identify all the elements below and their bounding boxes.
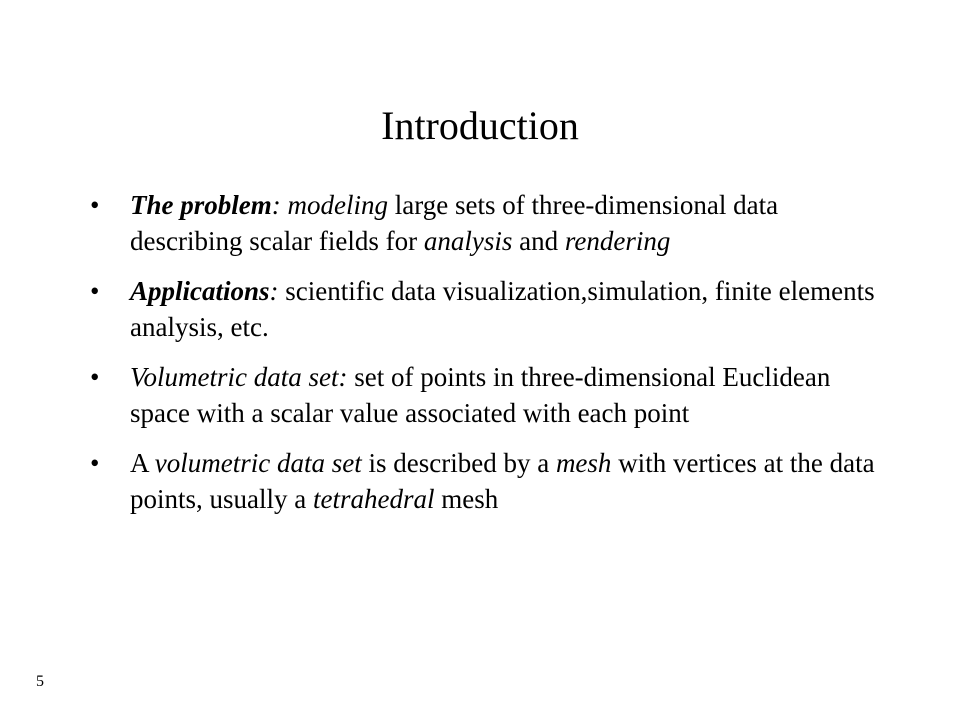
bullet-text-part: :: [269, 276, 286, 306]
bullet-marker: •: [90, 276, 100, 306]
bullet-text-part: set of points in three-dimensional Euclidean space with a scalar value associated with each point: [130, 362, 831, 428]
bullet-text-part: modeling: [287, 190, 388, 220]
slide-title: Introduction: [381, 103, 579, 148]
bullet-text-part: volumetric data set: [154, 448, 362, 478]
bullet-marker: •: [90, 362, 100, 392]
bullet-text-part: mesh: [555, 448, 612, 478]
bullet-text-part: rendering: [564, 226, 671, 256]
bullet-text-part: with vertices at the data points, usually a: [130, 448, 875, 514]
bullet-problem-label: The problem: [130, 190, 272, 220]
bullet-marker: •: [90, 448, 100, 478]
bullet-text-part: analysis: [423, 226, 513, 256]
bullet-text-part: is described by a: [361, 448, 556, 478]
bullet-volumetric-label: Volumetric data set:: [130, 362, 348, 392]
bullet-text-part: :: [271, 190, 288, 220]
bullet-mesh: [90, 445, 890, 517]
bullet-text: [130, 448, 875, 514]
page-number: 5: [36, 673, 44, 690]
bullet-text-part: scientific data visualization,simulation, finite elements analysis, etc.: [130, 276, 875, 342]
bullet-text: [130, 190, 778, 256]
bullet-volumetric-data-set: [90, 359, 890, 431]
bullet-list: [90, 187, 890, 531]
bullet-applications-label: Applications: [130, 276, 270, 306]
bullet-text-part: mesh: [434, 484, 499, 514]
bullet-text-part: tetrahedral: [313, 484, 435, 514]
bullet-text: [130, 362, 830, 428]
bullet-text-part: large sets of three-dimensional data describing scalar fields for: [130, 190, 779, 256]
bullet-applications: [90, 273, 890, 345]
bullet-text-part: A: [130, 448, 155, 478]
bullet-text-part: and: [512, 226, 565, 256]
bullet-marker: •: [90, 190, 100, 220]
bullet-problem: [90, 187, 890, 259]
bullet-text: [130, 276, 875, 342]
